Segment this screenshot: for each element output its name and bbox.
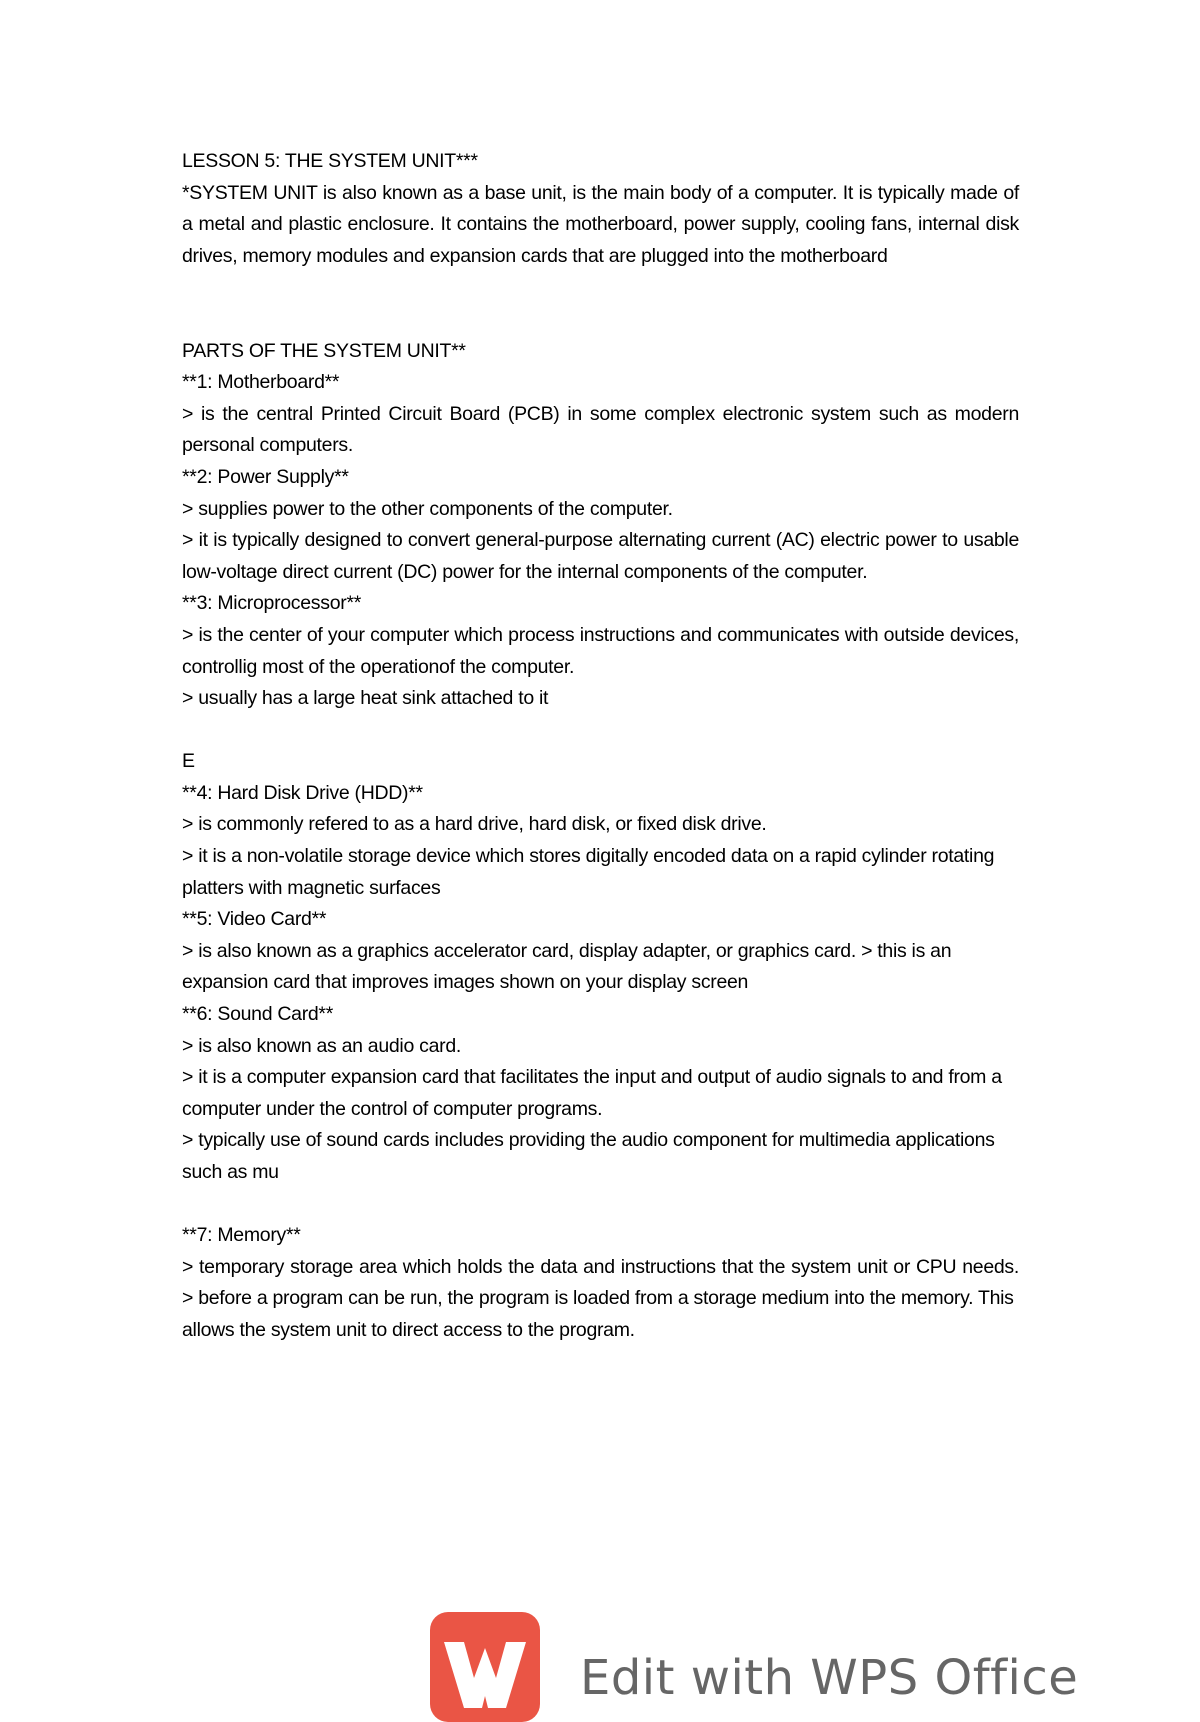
part-7-text-2: allows the system unit to direct access to the program. xyxy=(182,1318,635,1341)
part-5-heading: **5: Video Card** xyxy=(182,908,327,931)
part-3-text-1: > is the center of your computer which process instructions and communicates with outside devices, controllig most of the operationof the computer. xyxy=(182,623,1019,678)
part-6-text-5: such as mu xyxy=(182,1161,279,1183)
part-1-text: > is the central Printed Circuit Board (PCB) in some complex electronic system such as modern personal computers. xyxy=(182,402,1019,457)
part-6-text-1: > is also known as an audio card. xyxy=(182,1034,461,1057)
part-4-text-2: > it is a non-volatile storage device which stores digitally encoded data on a rapid cylinder rotating xyxy=(182,845,995,868)
document-body xyxy=(182,146,1019,1347)
intro-paragraph: *SYSTEM UNIT is also known as a base unit, is the main body of a computer. It is typically made of a metal and plastic enclosure. It contains the motherboard, power supply, cooling fans, internal disk drives, memory modules and expansion cards that are plugged into the motherboard xyxy=(182,181,1019,267)
parts-heading: PARTS OF THE SYSTEM UNIT** xyxy=(182,339,466,362)
part-4-text-3: platters with magnetic surfaces xyxy=(182,876,441,899)
part-3-heading: **3: Microprocessor** xyxy=(182,592,362,615)
part-6-text-4: > typically use of sound cards includes providing the audio component for multimedia applications xyxy=(182,1129,995,1152)
lesson-title: LESSON 5: THE SYSTEM UNIT*** xyxy=(182,150,478,172)
part-4-text-1: > is commonly refered to as a hard drive, hard disk, or fixed disk drive. xyxy=(182,813,767,836)
spacer xyxy=(182,1189,1019,1221)
part-7-heading: **7: Memory** xyxy=(182,1224,301,1247)
wps-watermark xyxy=(430,1612,1079,1706)
part-2-text-2: > it is typically designed to convert general-purpose alternating current (AC) electric power to usable low-voltage direct current (DC) power for the internal components of the computer. xyxy=(182,529,1019,583)
wps-logo-icon xyxy=(430,1612,540,1722)
stray-letter: E xyxy=(182,750,195,773)
part-7-text-1: > temporary storage area which holds the data and instructions that the system unit or CPU needs. > before a program can be run, the program is loaded from a storage medium into the memory. This xyxy=(182,1255,1019,1310)
watermark-text: Edit with WPS Office xyxy=(580,1650,1079,1706)
part-2-text-1: > supplies power to the other components of the computer. xyxy=(182,497,673,520)
part-1-heading: **1: Motherboard** xyxy=(182,371,340,394)
spacer xyxy=(182,272,1019,335)
part-6-heading: **6: Sound Card** xyxy=(182,1003,334,1026)
part-5-text-1: > is also known as a graphics accelerator card, display adapter, or graphics card. > this is an expansion card that improves images shown on your display screen xyxy=(182,939,952,994)
spacer xyxy=(182,715,1019,747)
part-4-heading: **4: Hard Disk Drive (HDD)** xyxy=(182,781,423,804)
part-3-text-2: > usually has a large heat sink attached to it xyxy=(182,687,549,710)
part-6-text-2: > it is a computer expansion card that facilitates the input and output of audio signals to and from a xyxy=(182,1066,1002,1089)
part-6-text-3: computer under the control of computer programs. xyxy=(182,1097,603,1120)
part-2-heading: **2: Power Supply** xyxy=(182,465,349,488)
